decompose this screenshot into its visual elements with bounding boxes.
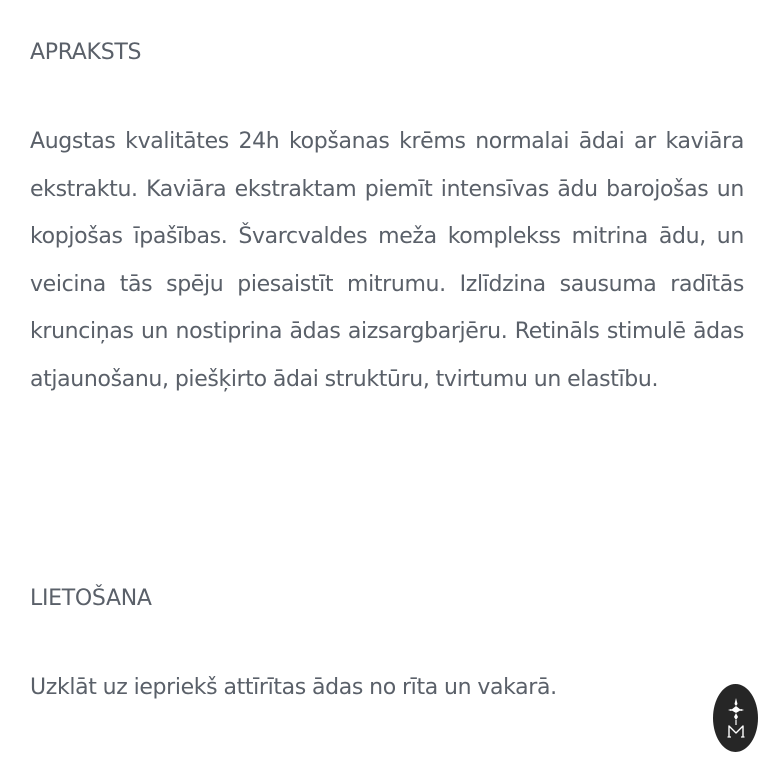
usage-text: Uzklāt uz iepriekš attīrītas ādas no rīta un vakarā. xyxy=(30,675,557,700)
usage-heading: LIETOŠANA xyxy=(30,586,152,611)
description-heading: APRAKSTS xyxy=(30,40,142,65)
brand-badge-button[interactable] xyxy=(713,684,758,752)
brand-logo-icon xyxy=(722,696,750,740)
description-text: Augstas kvalitātes 24h kopšanas krēms normalai ādai ar kaviāra ekstraktu. Kaviāra ekstraktam piemīt intensīvas ādu barojošas un kopjošas īpašības. Švarcvaldes meža komplekss mitrina ādu, un veicina tās spēju piesaistīt mitrumu. Izlīdzina sausuma radītās krunciņas un nostiprina ādas aizsargbarjēru. Retināls stimulē ādas atjaunošanu, piešķirto ādai struktūru, tvirtumu un elastību. xyxy=(30,129,744,392)
